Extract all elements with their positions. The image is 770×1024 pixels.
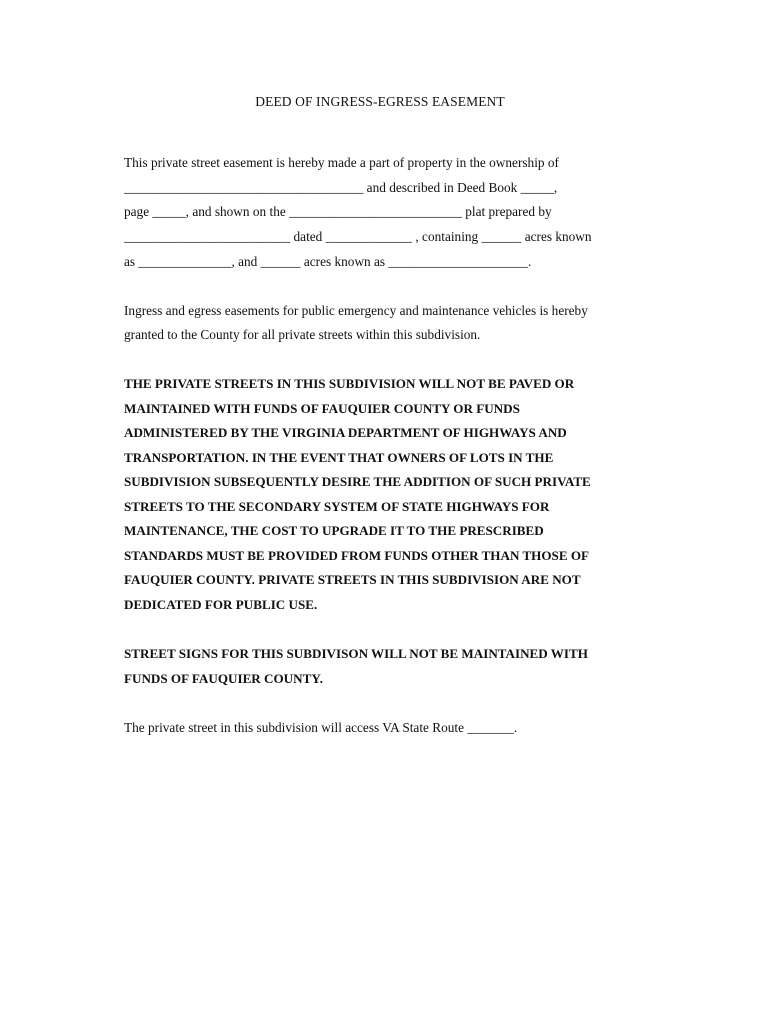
notice-line-7: MAINTENANCE, THE COST TO UPGRADE IT TO THE PRESCRIBED [124, 523, 544, 538]
state-route-line: The private street in this subdivision will access VA State Route _______. [124, 720, 518, 735]
street-signs-line-1: STREET SIGNS FOR THIS SUBDIVISON WILL NOT BE MAINTAINED WITH [124, 646, 588, 661]
paragraph1-line-1: This private street easement is hereby made a part of property in the ownership of [124, 155, 559, 170]
notice-line-6: STREETS TO THE SECONDARY SYSTEM OF STATE HIGHWAYS FOR [124, 499, 550, 514]
notice-line-9: FAUQUIER COUNTY. PRIVATE STREETS IN THIS SUBDIVISION ARE NOT [124, 572, 581, 587]
street-signs-line-2: FUNDS OF FAUQUIER COUNTY. [124, 671, 323, 686]
paragraph1-line-5: as ______________, and ______ acres known as _____________________. [124, 254, 532, 269]
notice-line-8: STANDARDS MUST BE PROVIDED FROM FUNDS OTHER THAN THOSE OF [124, 548, 590, 563]
document-title: DEED OF INGRESS-EGRESS EASEMENT [255, 94, 505, 109]
notice-line-5: SUBDIVISION SUBSEQUENTLY DESIRE THE ADDITION OF SUCH PRIVATE [124, 474, 591, 489]
paragraph1-line-3: page _____, and shown on the __________________________ plat prepared by [124, 204, 552, 219]
notice-line-10: DEDICATED FOR PUBLIC USE. [124, 597, 318, 612]
notice-line-3: ADMINISTERED BY THE VIRGINIA DEPARTMENT OF HIGHWAYS AND [124, 425, 567, 440]
notice-line-2: MAINTAINED WITH FUNDS OF FAUQUIER COUNTY OR FUNDS [124, 401, 520, 416]
notice-line-1: THE PRIVATE STREETS IN THIS SUBDIVISION WILL NOT BE PAVED OR [124, 376, 575, 391]
paragraph2-line-2: granted to the County for all private streets within this subdivision. [124, 327, 481, 342]
paragraph1-line-2: ____________________________________ and described in Deed Book _____, [124, 180, 558, 195]
notice-line-4: TRANSPORTATION. IN THE EVENT THAT OWNERS OF LOTS IN THE [124, 450, 554, 465]
paragraph2-line-1: Ingress and egress easements for public emergency and maintenance vehicles is hereby [124, 303, 588, 318]
paragraph1-line-4: _________________________ dated _____________ , containing ______ acres known [124, 229, 592, 244]
